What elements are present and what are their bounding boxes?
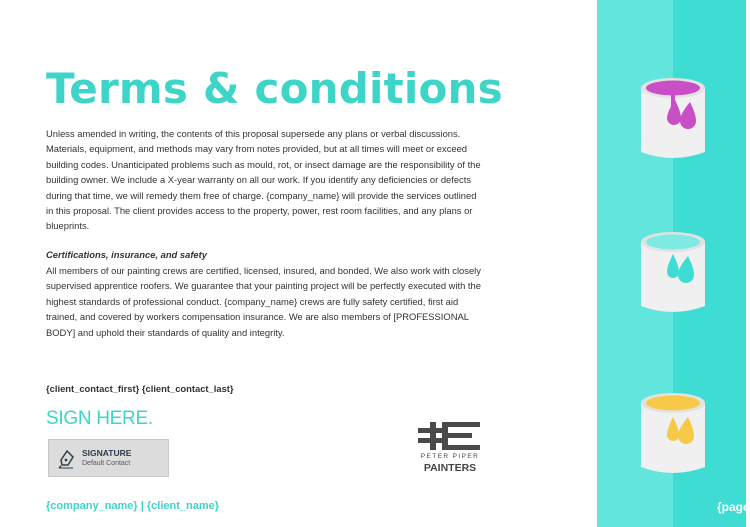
page-number: {page bbox=[717, 500, 750, 514]
logo-mark-icon bbox=[418, 420, 482, 452]
paint-bucket-magenta-icon bbox=[641, 78, 705, 160]
logo-text-line2: PAINTERS bbox=[423, 462, 477, 474]
client-contact-name: {client_contact_first} {client_contact_last} bbox=[46, 383, 234, 394]
signature-label: SIGNATURE bbox=[82, 448, 132, 458]
signature-button[interactable] bbox=[48, 439, 169, 477]
page-title: Terms & conditions bbox=[46, 64, 503, 113]
paint-bucket-teal-icon bbox=[641, 232, 705, 314]
signature-sublabel: Default Contact bbox=[82, 460, 131, 467]
sign-here-label: SIGN HERE. bbox=[46, 408, 153, 429]
footer-text: {company_name} | {client_name} bbox=[46, 500, 220, 512]
certifications-paragraph: All members of our painting crews are certified, licensed, insured, and bonded. We also work with closely supervised apprentice roofers. We guarantee that your painting project will be perfectly executed with the highest standards of professional conduct. {company_name} crews are fully safety certified, first aid trained, and covered by workers compensation insurance. We are also members of [PROFESSIONAL BODY] and uphold their standards of quality and integrity. bbox=[46, 265, 481, 338]
company-logo bbox=[418, 420, 482, 476]
paint-bucket-yellow-icon bbox=[641, 393, 705, 475]
pen-nib-icon bbox=[58, 449, 76, 469]
certifications-heading: Certifications, insurance, and safety bbox=[46, 249, 207, 260]
logo-text-line1: PETER PIPER bbox=[420, 453, 480, 460]
decorative-side-panel bbox=[597, 0, 750, 527]
terms-paragraph: Unless amended in writing, the contents of this proposal supersede any plans or verbal discussions. Materials, equipment, and methods may vary from notes provided, but at all times will meet or exceed building codes. Unanticipated problems such as mould, rot, or insect damage are the responsibility of the building owner. We include a X-year warranty on all our work. If you identify any deficiencies or defects during that time, we will remedy them free of charge. {company_name} will provide the services outlined in this proposal. The client provides access to the property, power, rest room facilities, and any plans or blueprints. bbox=[46, 128, 481, 232]
